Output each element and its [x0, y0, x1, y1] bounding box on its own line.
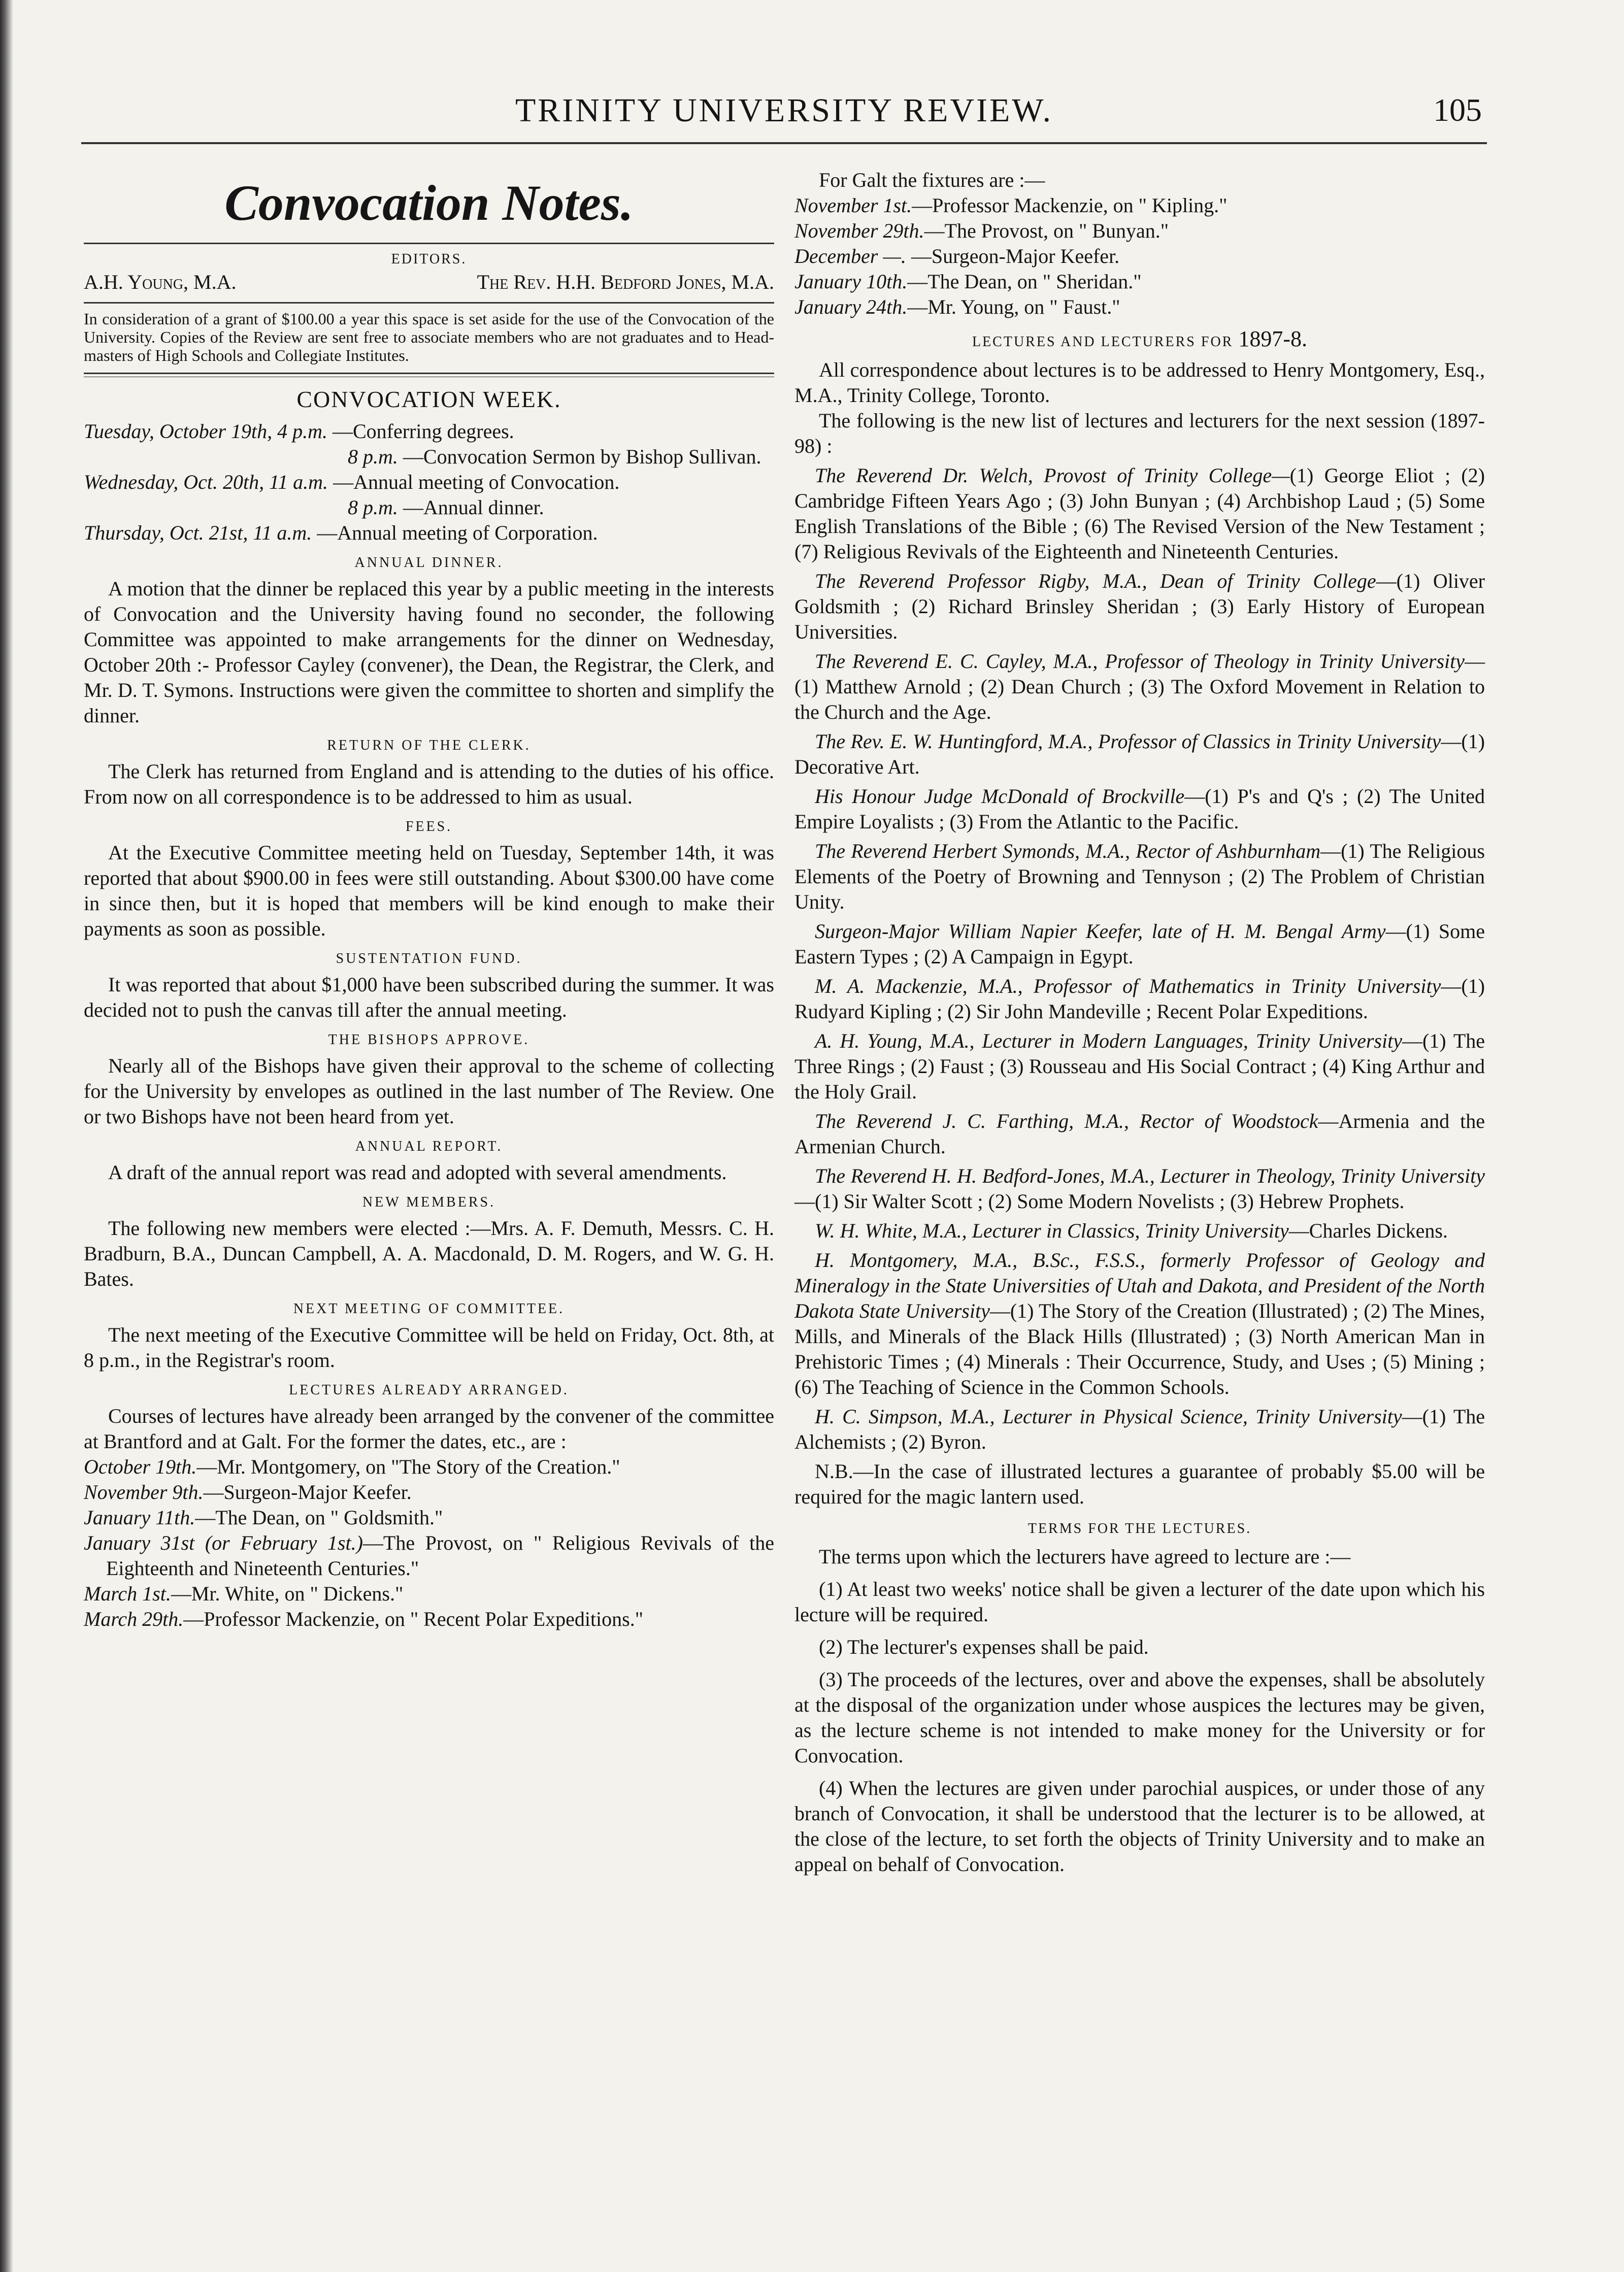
fixture-date: March 1st. — [84, 1582, 171, 1605]
lecturer-name: A. H. Young, M.A., Lecturer in Modern Languages, Trinity University — [815, 1029, 1402, 1052]
lecturer-name: The Reverend E. C. Cayley, M.A., Professor of Theology in Trinity University — [815, 650, 1465, 673]
section-paragraph: A draft of the annual report was read and adopted with several amendments. — [108, 1161, 727, 1184]
section-heading: LECTURES ALREADY ARRANGED. — [289, 1382, 569, 1398]
convocation-week-title: CONVOCATION WEEK. — [296, 386, 561, 412]
fixture-item — [84, 1480, 774, 1505]
fixture-text: —Professor Mackenzie, on " Recent Polar Expeditions." — [183, 1608, 644, 1630]
double-rule — [84, 373, 774, 377]
section-heading: ANNUAL DINNER. — [354, 555, 504, 571]
fixture-item — [794, 269, 1485, 294]
section-paragraph: The following new members were elected :—Mrs. A. F. Demuth, Messrs. C. H. Bradburn, B.A., Duncan Campbell, A. A. Macdonald, D. M. Rogers, and W. G. H. Bates. — [84, 1217, 774, 1290]
lecturer-topics: —(1) The Religious Elements of the Poetry of Browning and Tennyson ; (2) The Problem of Christian Unity. — [794, 840, 1485, 913]
section-paragraph: A motion that the dinner be replaced this year by a public meeting in the interests of Convocation and the University having found no seconder, the following Committee was appointed to make arrangements for the dinner on Wednesday, October 20th :- Professor Cayley (convener), the Dean, the Registrar, the Clerk, and Mr. D. T. Symons. Instructions were given the committee to shorten and simplify the dinner. — [84, 577, 774, 727]
lecturer-name: The Reverend J. C. Farthing, M.A., Rector of Woodstock — [815, 1110, 1318, 1132]
fixture-text: —The Dean, on " Sheridan." — [907, 270, 1142, 293]
lecturer-entry — [794, 974, 1485, 1024]
section-paragraph: The Clerk has returned from England and is attending to the duties of his office. From now on all correspondence is to be addressed to him as usual. — [84, 760, 774, 808]
lecturer-entry — [794, 649, 1485, 725]
lecturer-entry — [794, 919, 1485, 970]
section-heading: THE BISHOPS APPROVE. — [328, 1032, 530, 1048]
lecturer-topics: —(1) Sir Walter Scott ; (2) Some Modern Novelists ; (3) Hebrew Prophets. — [794, 1190, 1405, 1213]
brantford-fixtures — [84, 1454, 774, 1632]
fixture-date: October 19th. — [84, 1455, 197, 1478]
lecturer-entry — [794, 784, 1485, 834]
lecturer-name: H. C. Simpson, M.A., Lecturer in Physical Science, Trinity University — [815, 1405, 1402, 1428]
schedule-row — [84, 520, 774, 546]
section-paragraph: It was reported that about $1,000 have been subscribed during the summer. It was decided not to push the canvas till after the annual meeting. — [84, 973, 774, 1021]
schedule-event: —Convocation Sermon by Bishop Sullivan. — [403, 445, 761, 468]
fixture-date: December —. — [794, 245, 906, 268]
nb-note: N.B.—In the case of illustrated lectures a guarantee of probably $5.00 will be required for the magic lantern used. — [794, 1460, 1485, 1508]
lecturer-name: M. A. Mackenzie, M.A., Professor of Mathematics in Trinity University — [815, 975, 1441, 997]
lecturer-name: Surgeon-Major William Napier Keefer, late of H. M. Bengal Army — [815, 920, 1386, 943]
fixture-item — [84, 1454, 774, 1480]
fixture-text: —Surgeon-Major Keefer. — [203, 1481, 412, 1503]
lecturer-name: The Reverend Herbert Symonds, M.A., Rector of Ashburnham — [815, 840, 1321, 862]
lecturer-topics: —(1) The Story of the Creation (Illustrated) ; (2) The Mines, Mills, and Minerals of the Black Hills (Illustrated) ; (3) North American Man in Prehistoric Times ; (4) Minerals : Their Occurrence, Study, and Uses ; (5) Mining ; (6) The Teaching of Science in the Common Schools. — [794, 1299, 1485, 1398]
schedule-event: —Annual meeting of Convocation. — [333, 471, 620, 493]
fixture-item — [84, 1581, 774, 1607]
section-heading: RETURN OF THE CLERK. — [327, 738, 531, 753]
section-paragraph: Nearly all of the Bishops have given their approval to the scheme of collecting for the University by envelopes as outlined in the last number of The Review. One or two Bishops have not been heard from yet. — [84, 1054, 774, 1128]
fixture-text: —Mr. Montgomery, on "The Story of the Creation." — [196, 1455, 620, 1478]
binding-shadow — [0, 0, 13, 2272]
terms-list — [794, 1577, 1485, 1877]
fixture-date: January 24th. — [794, 295, 908, 318]
fixture-date: January 10th. — [794, 270, 908, 293]
lecturer-topics: —(1) Matthew Arnold ; (2) Dean Church ; (3) The Oxford Movement in Relation to the Church and the Age. — [794, 650, 1485, 723]
fixture-text: —The Provost, on " Bunyan." — [924, 219, 1169, 242]
notice-text: In consideration of a grant of $100.00 a year this space is set aside for the use of the Convocation of the University. Copies of the Review are sent free to associate members who are not graduates and to Head-masters of High Schools and Collegiate Institutes. — [84, 310, 774, 364]
fixture-date: January 11th. — [84, 1506, 195, 1529]
convocation-week-schedule — [84, 419, 774, 546]
lecturer-name: The Reverend Dr. Welch, Provost of Trinity College— — [815, 464, 1290, 487]
schedule-time: Wednesday, Oct. 20th, 11 a.m. — [84, 471, 328, 493]
left-column — [84, 168, 774, 1632]
section-paragraph: The next meeting of the Executive Committee will be held on Friday, Oct. 8th, at 8 p.m., in the Registrar's room. — [84, 1323, 774, 1372]
section-paragraph: At the Executive Committee meeting held on Tuesday, September 14th, it was reported that about $900.00 in fees were still outstanding. About $300.00 have come in since then, but it is hoped that members will be kind enough to make their payments as soon as possible. — [84, 841, 774, 940]
fixture-date: November 1st. — [794, 194, 912, 217]
lecturer-topics: —(1) P's and Q's ; (2) The United Empire Loyalists ; (3) From the Atlantic to the Pacific. — [794, 785, 1485, 833]
lecturer-topics: —(1) Rudyard Kipling ; (2) Sir John Mandeville ; Recent Polar Expeditions. — [794, 975, 1485, 1023]
lecturer-topics: —(1) The Alchemists ; (2) Byron. — [794, 1405, 1485, 1453]
running-title: TRINITY UNIVERSITY REVIEW. — [515, 92, 1053, 129]
lectures-heading-year: 1897-8. — [1238, 326, 1308, 351]
page-number: 105 — [1433, 92, 1482, 128]
fixture-item — [794, 244, 1485, 269]
editor-left: A.H. Young, M.A. — [84, 271, 237, 293]
lecturer-name: W. H. White, M.A., Lecturer in Classics, Trinity University — [815, 1219, 1289, 1242]
schedule-time: 8 p.m. — [348, 445, 398, 468]
section-paragraph: Courses of lectures have already been arranged by the convener of the committee at Brantford and at Galt. For the former the dates, etc., are : — [84, 1405, 774, 1453]
fixture-item — [84, 1607, 774, 1632]
fixture-date: November 29th. — [794, 219, 924, 242]
lecturer-entry — [794, 1404, 1485, 1455]
lecturer-topics: —Charles Dickens. — [1288, 1219, 1448, 1242]
terms-item: (4) When the lectures are given under parochial auspices, or under those of any branch of Convocation, it shall be understood that the lecturer is to be allowed, at the close of the lecture, to set forth the objects of Trinity University and to make an appeal on behalf of Convocation. — [794, 1777, 1485, 1876]
terms-heading: TERMS FOR THE LECTURES. — [1028, 1521, 1252, 1536]
lecturer-topics: (1) George Eliot ; (2) Cambridge Fifteen Years Ago ; (3) John Bunyan ; (4) Archbishop Laud ; (5) Some English Translations of the Bible ; (6) The Revised Version of the New Testament ; (7) Religious Revivals of the Eighteenth and Nineteenth Centuries. — [794, 464, 1485, 563]
section-heading: ANNUAL REPORT. — [355, 1139, 503, 1154]
fixture-date: January 31st (or February 1st.) — [84, 1531, 363, 1554]
lecturer-entry — [794, 463, 1485, 564]
section-heading: NEW MEMBERS. — [362, 1194, 496, 1210]
fixture-text: —Professor Mackenzie, on " Kipling." — [912, 194, 1228, 217]
fixture-text: —The Provost, on " Religious Revivals of the Eighteenth and Nineteenth Centuries." — [106, 1531, 774, 1580]
editors-label: EDITORS. — [391, 251, 467, 267]
lecturer-name: The Reverend H. H. Bedford-Jones, M.A., Lecturer in Theology, Trinity University — [815, 1164, 1485, 1187]
fixture-item — [794, 218, 1485, 244]
lecturer-topics: —(1) Decorative Art. — [794, 730, 1485, 778]
fixture-text: —The Dean, on " Goldsmith." — [195, 1506, 443, 1529]
galt-fixtures — [794, 193, 1485, 320]
section-heading: FEES. — [405, 819, 453, 834]
lectures-heading — [794, 326, 1485, 352]
schedule-row — [84, 495, 774, 520]
fixture-text: —Mr. White, on " Dickens." — [171, 1582, 404, 1605]
lecturer-entry — [794, 1028, 1485, 1105]
page-header — [81, 86, 1487, 144]
terms-item: (1) At least two weeks' notice shall be given a lecturer of the date upon which his lecture will be required. — [794, 1578, 1485, 1626]
left-sections — [84, 553, 774, 1454]
schedule-row — [84, 419, 774, 444]
schedule-time: Tuesday, October 19th, 4 p.m. — [84, 420, 327, 443]
fixture-date: November 9th. — [84, 1481, 204, 1503]
lecturer-topics: —(1) Some Eastern Types ; (2) A Campaign in Egypt. — [794, 920, 1485, 968]
lecturer-name: The Reverend Professor Rigby, M.A., Dean of Trinity College — [815, 570, 1376, 592]
schedule-time: 8 p.m. — [348, 496, 398, 519]
schedule-time: Thursday, Oct. 21st, 11 a.m. — [84, 521, 312, 544]
fixture-item — [794, 294, 1485, 320]
lecturer-entry — [794, 1109, 1485, 1159]
lecturer-topics: —(1) Oliver Goldsmith ; (2) Richard Brinsley Sheridan ; (3) Early History of European Universities. — [794, 570, 1485, 643]
schedule-event: —Conferring degrees. — [332, 420, 514, 443]
editor-right: The Rev. H.H. Bedford Jones, M.A. — [477, 271, 774, 293]
lecturer-entry — [794, 569, 1485, 645]
section-heading: NEXT MEETING OF COMMITTEE. — [293, 1301, 565, 1317]
terms-intro: The terms upon which the lecturers have agreed to lecture are :— — [819, 1545, 1351, 1568]
fixture-text: —Mr. Young, on " Faust." — [907, 295, 1120, 318]
section-heading: SUSTENTATION FUND. — [336, 951, 522, 966]
fixture-item — [84, 1530, 774, 1581]
schedule-row — [84, 470, 774, 495]
lectures-intro-2: The following is the new list of lectures and lecturers for the next session (1897-98) : — [794, 409, 1485, 457]
lectures-heading-text: LECTURES AND LECTURERS FOR — [972, 334, 1234, 350]
lecturer-name: His Honour Judge McDonald of Brockville — [815, 785, 1185, 808]
fixture-item — [84, 1505, 774, 1530]
fixture-text: —Surgeon-Major Keefer. — [906, 245, 1120, 268]
rule — [84, 243, 774, 244]
lecturer-entry — [794, 729, 1485, 780]
terms-item: (3) The proceeds of the lectures, over and above the expenses, shall be absolutely at the disposal of the organization under whose auspices the lectures may be given, as the lecture scheme is not intended to make money for the University or for Convocation. — [794, 1668, 1485, 1767]
schedule-event: —Annual dinner. — [403, 496, 544, 519]
right-column — [794, 168, 1485, 1877]
galt-intro: For Galt the fixtures are :— — [819, 169, 1045, 191]
lecturer-topics: —(1) The Three Rings ; (2) Faust ; (3) Rousseau and His Social Contract ; (4) King Arthur and the Holy Grail. — [794, 1029, 1485, 1103]
lectures-intro-1: All correspondence about lectures is to be addressed to Henry Montgomery, Esq., M.A., Trinity College, Toronto. — [794, 358, 1485, 407]
lecturer-topics: —Armenia and the Armenian Church. — [794, 1110, 1485, 1158]
lecturer-entry — [794, 839, 1485, 915]
schedule-row — [84, 444, 774, 470]
rule — [84, 302, 774, 304]
terms-item: (2) The lecturer's expenses shall be paid. — [819, 1635, 1149, 1658]
lecturer-name: The Rev. E. W. Huntingford, M.A., Professor of Classics in Trinity University — [815, 730, 1441, 753]
editors-row — [84, 269, 774, 296]
section-masthead: Convocation Notes. — [224, 175, 634, 231]
lecturer-name: H. Montgomery, M.A., B.Sc., F.S.S., formerly Professor of Geology and Mineralogy in the State Universities of Utah and Dakota, and President of the North Dakota State University — [794, 1249, 1485, 1322]
schedule-event: —Annual meeting of Corporation. — [317, 521, 598, 544]
lecturer-entry — [794, 1248, 1485, 1400]
fixture-item — [794, 193, 1485, 218]
fixture-date: March 29th. — [84, 1608, 184, 1630]
lecturer-entry — [794, 1163, 1485, 1214]
lecturer-list — [794, 463, 1485, 1455]
lecturer-entry — [794, 1218, 1485, 1244]
